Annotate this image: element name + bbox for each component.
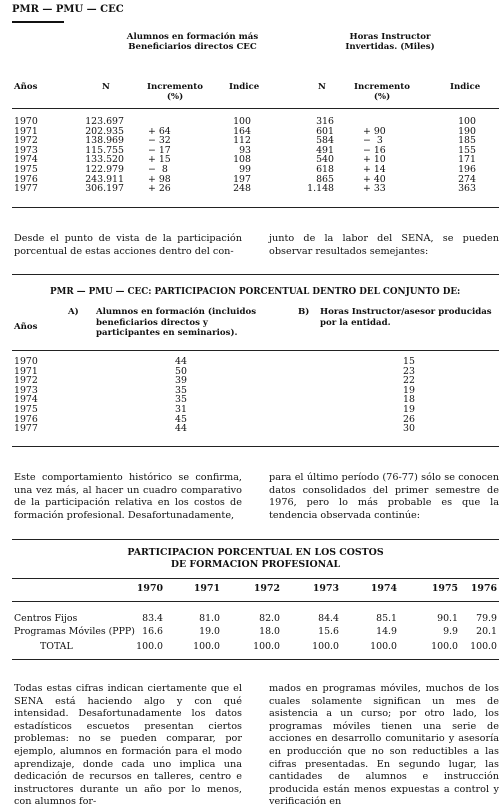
- table2-a-values-cell: 44: [175, 356, 187, 367]
- table3-row-label: TOTAL: [40, 641, 73, 652]
- table2-b-values-cell: 30: [403, 423, 415, 435]
- table1-students-idx-cell: 248: [233, 183, 251, 195]
- table2-years-cell: 1971: [14, 365, 38, 377]
- table1-hours-n-cell: 618: [316, 163, 334, 175]
- table1-hours-n-cell: 540: [316, 154, 334, 166]
- table1-hours-idx-cell: 171: [458, 154, 476, 166]
- table2-b-values-cell: 15: [403, 356, 415, 367]
- table3-year-header: 1972: [253, 583, 280, 594]
- table2-years-cell: 1977: [14, 423, 38, 435]
- table1-col-increment-students: Incremento (%): [146, 82, 203, 102]
- table1-students-idx-cell: 112: [233, 135, 251, 147]
- paragraph-2-left: Este comportamiento histórico se confirma, una vez más, al hacer un cuadro comparativo de la participación relativa en los costos de formación profesional. Desafortunadamente,: [14, 472, 242, 521]
- table1-group-students: Alumnos en formación más Beneficiarios directos CEC: [126, 32, 259, 52]
- table3-year-header: 1971: [193, 583, 220, 594]
- table3-title: PARTICIPACION PORCENTUAL EN LOS COSTOS DE FORMACION PROFESIONAL: [127, 547, 384, 570]
- table2-years-cell: 1974: [14, 394, 38, 406]
- paragraph-2-right: para el último período (76-77) sólo se conocen datos consolidados del primer semestre de 1976, pero lo más probable es que la tendencia observada continúe:: [269, 472, 499, 521]
- table1-students-idx-cell: 164: [233, 125, 251, 137]
- table1-hours-n-cell: 865: [316, 173, 334, 185]
- table3-cell: 19.0: [199, 626, 220, 637]
- table1-hours-inc: [363, 117, 403, 194]
- table3-cell: 100.0: [136, 641, 163, 652]
- table1-hours-inc-cell: − 16: [363, 144, 386, 156]
- table1-students-inc-cell: − 32: [148, 135, 171, 147]
- table1-students-n-cell: 306.197: [85, 183, 124, 195]
- table1-students-n-cell: 115.755: [85, 144, 124, 156]
- table2-a-values: [175, 357, 205, 434]
- paragraph-1-right: junto de la labor del SENA, se pueden observar resultados semejantes:: [269, 233, 499, 257]
- table3-cell: 84.4: [318, 613, 339, 624]
- table1-years-cell: 1974: [14, 154, 38, 166]
- table2-a-values-cell: 35: [175, 394, 187, 406]
- table1-hours-inc-cell: + 10: [363, 154, 386, 166]
- paragraph-3-left: Todas estas cifras indican ciertamente que el SENA está haciendo algo y con qué intensidad. Desafortunadamente los datos estadísticos escuetos presentan ciertos problemas: no se pueden comparar, por ejemplo, alumnos en formación para el modo aprendizaje, donde cada uno implica una dedicación de recursos en talleres, centro e instructores durante un año por lo menos, con alumnos for-: [14, 683, 242, 808]
- table1-hours-inc-cell: − 3: [363, 135, 383, 147]
- table3-cell: 82.0: [259, 613, 280, 624]
- table2-bottom-rule: [12, 446, 499, 447]
- table2-header-rule: [12, 350, 499, 351]
- table1-hours-idx: [440, 117, 476, 194]
- table2-b-values-cell: 26: [403, 413, 415, 425]
- table3-cell: 100.0: [253, 641, 280, 652]
- table2-a-values-cell: 31: [175, 403, 187, 415]
- table1-years-cell: 1973: [14, 144, 38, 156]
- table1-students-idx-cell: 100: [233, 116, 251, 127]
- table1-col-index-hours: Indice: [450, 82, 481, 92]
- table1-students-inc-cell: + 64: [148, 125, 171, 137]
- table2-years-cell: 1975: [14, 403, 38, 415]
- paragraph-3-right: mados en programas móviles, muchos de los cuales solamente significan un mes de asistencia a un curso; por otro lado, los programas móviles tienen una serie de acciones en desarrollo comunitario y asesoría en producción que no son reductibles a las cifras presentadas. En segundo lugar, las cantidades de alumnos e instrucción producida están menos expuestas a control y verificación en: [269, 683, 499, 808]
- table3-cell: 18.0: [259, 626, 280, 637]
- table2-b-values-cell: 19: [403, 384, 415, 396]
- paragraph-1-left: Desde el punto de vista de la participación porcentual de estas acciones dentro del con-: [14, 233, 242, 257]
- page-header: PMR — PMU — CEC: [12, 4, 124, 15]
- table1-hours-inc-cell: + 90: [363, 125, 386, 137]
- table1-col-increment-hours: Incremento (%): [353, 82, 410, 102]
- table3-cell: 90.1: [437, 613, 458, 624]
- table3-cell: 20.1: [476, 626, 497, 637]
- table2-b-values-cell: 23: [403, 365, 415, 377]
- table2-b-text: Horas Instructor/asesor producidas por la entidad.: [320, 307, 492, 328]
- table1-students-n-cell: 138.969: [85, 135, 124, 147]
- table3-row-label: Programas Móviles (PPP): [14, 626, 135, 637]
- header-underline: [12, 21, 64, 23]
- table1-hours-n-cell: 491: [316, 144, 334, 156]
- table1-students-inc-cell: − 17: [148, 144, 171, 156]
- table1-years-cell: 1972: [14, 135, 38, 147]
- table1-students-inc-cell: + 15: [148, 154, 171, 166]
- table1-hours-idx-cell: 100: [458, 116, 476, 127]
- table2-years-cell: 1976: [14, 413, 38, 425]
- table1-years: [14, 117, 54, 194]
- table1-students-n-cell: 122.979: [85, 163, 124, 175]
- table2-b-values-cell: 18: [403, 394, 415, 406]
- table1-hours-idx-cell: 190: [458, 125, 476, 137]
- table1-hours-idx-cell: 363: [458, 183, 476, 195]
- table3-cell: 100.0: [312, 641, 339, 652]
- table3-header-rule: [12, 601, 499, 602]
- table1-students-inc-cell: + 26: [148, 183, 171, 195]
- table3-cell: 9.9: [443, 626, 458, 637]
- table3-cell: 100.0: [193, 641, 220, 652]
- table2-title: PMR — PMU — CEC: PARTICIPACION PORCENTUAL DENTRO DEL CONJUNTO DE:: [50, 287, 461, 297]
- table3-cell: 16.6: [142, 626, 163, 637]
- table1-hours-idx-cell: 196: [458, 163, 476, 175]
- table3-cell: 85.1: [376, 613, 397, 624]
- table1-students-n-cell: 202.935: [85, 125, 124, 137]
- table2-b-values-cell: 19: [403, 403, 415, 415]
- table1-students-n: [62, 117, 124, 194]
- table2-top-rule: [12, 274, 499, 275]
- table1-hours-n: [290, 117, 334, 194]
- table3-cell: 14.9: [376, 626, 397, 637]
- table2-a-text: Alumnos en formación (incluidos beneficiarios directos y participantes en seminarios).: [96, 307, 257, 338]
- table2-a-mark: A): [68, 307, 79, 317]
- table3-bottom-rule: [12, 659, 499, 660]
- table3-row-label: Centros Fijos: [14, 613, 78, 624]
- table3-cell: 100.0: [431, 641, 458, 652]
- table1-students-inc: [148, 117, 188, 194]
- table1-hours-inc-cell: + 14: [363, 163, 386, 175]
- table3-year-header: 1973: [312, 583, 339, 594]
- table1-students-idx-cell: 99: [239, 163, 251, 175]
- table1-students-idx-cell: 93: [239, 144, 251, 156]
- table3-cell: 15.6: [318, 626, 339, 637]
- table1-hours-n-cell: 1.148: [307, 183, 334, 195]
- table2-a-values-cell: 39: [175, 375, 187, 387]
- table2-b-mark: B): [298, 307, 310, 317]
- table1-hours-n-cell: 316: [316, 116, 334, 127]
- table1-students-n-cell: 123.697: [85, 116, 124, 127]
- table1-students-n-cell: 243.911: [85, 173, 124, 185]
- table1-students-idx-cell: 108: [233, 154, 251, 166]
- table3-year-header: 1974: [370, 583, 397, 594]
- table2-years-cell: 1972: [14, 375, 38, 387]
- table3-year-header: 1975: [431, 583, 458, 594]
- table2-years: [14, 357, 54, 434]
- table3-year-header: 1970: [136, 583, 163, 594]
- table1-students-inc-cell: − 8: [148, 163, 168, 175]
- table1-students-n-cell: 133.520: [85, 154, 124, 166]
- table3-top-rule: [12, 539, 499, 540]
- table2-a-values-cell: 45: [175, 413, 187, 425]
- table3-cell: 100.0: [370, 641, 397, 652]
- table1-students-idx-cell: 197: [233, 173, 251, 185]
- table1-header-rule: [12, 108, 499, 109]
- table1-bottom-rule: [12, 207, 499, 208]
- table1-group-hours: Horas Instructor Invertidas. (Miles): [345, 32, 435, 52]
- table2-years-cell: 1973: [14, 384, 38, 396]
- table2-a-values-cell: 44: [175, 423, 187, 435]
- table1-hours-n-cell: 584: [316, 135, 334, 147]
- table2-b-values-cell: 22: [403, 375, 415, 387]
- table2-a-values-cell: 50: [175, 365, 187, 377]
- table3-cell: 79.9: [476, 613, 497, 624]
- table1-years-cell: 1975: [14, 163, 38, 175]
- table1-years-cell: 1971: [14, 125, 38, 137]
- table3-cell: 83.4: [142, 613, 163, 624]
- table1-hours-idx-cell: 185: [458, 135, 476, 147]
- table1-hours-idx-cell: 274: [458, 173, 476, 185]
- table1-col-n-hours: N: [318, 82, 326, 92]
- table2-b-values: [403, 357, 433, 434]
- table1-years-cell: 1976: [14, 173, 38, 185]
- table3-year-header: 1976: [470, 583, 497, 594]
- table3-title-rule: [12, 578, 499, 579]
- table3-cell: 100.0: [470, 641, 497, 652]
- table2-a-values-cell: 35: [175, 384, 187, 396]
- table1-hours-inc-cell: + 33: [363, 183, 386, 195]
- table1-students-idx: [215, 117, 251, 194]
- table1-col-years: Años: [14, 82, 38, 92]
- table1-col-index-students: Indice: [229, 82, 260, 92]
- table1-years-cell: 1977: [14, 183, 38, 195]
- table1-hours-inc-cell: + 40: [363, 173, 386, 185]
- table1-hours-n-cell: 601: [316, 125, 334, 137]
- table1-hours-idx-cell: 155: [458, 144, 476, 156]
- table2-years-cell: 1970: [14, 356, 38, 367]
- table2-col-years: Años: [14, 322, 38, 332]
- table1-years-cell: 1970: [14, 116, 38, 127]
- table3-cell: 81.0: [199, 613, 220, 624]
- table1-col-n-students: N: [102, 82, 110, 92]
- table1-students-inc-cell: + 98: [148, 173, 171, 185]
